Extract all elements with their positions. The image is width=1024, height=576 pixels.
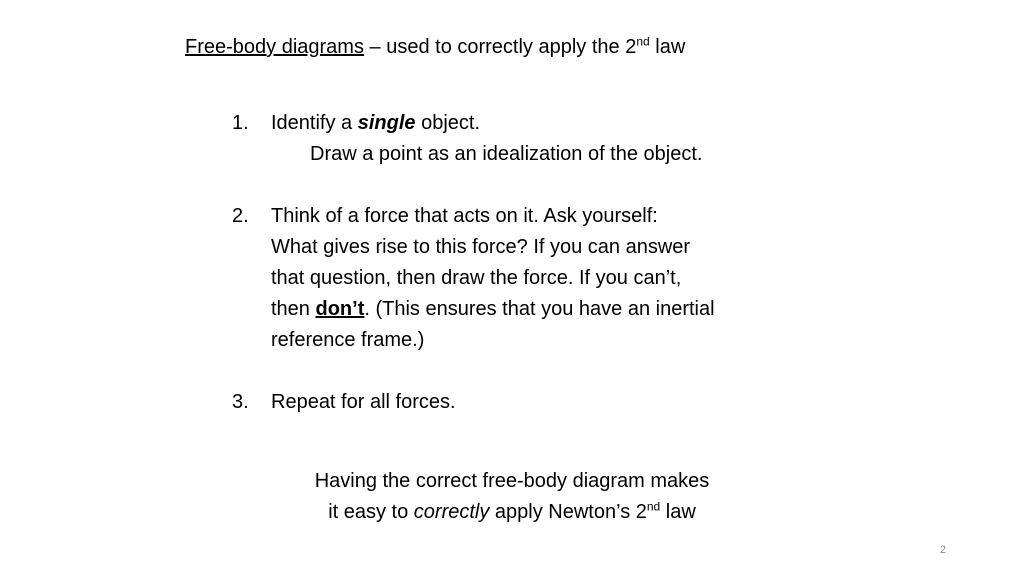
- emphasis-dont: don’t: [315, 298, 365, 320]
- step-2-line-5: reference frame.): [271, 329, 425, 351]
- title-suffix: law: [649, 36, 686, 58]
- emphasis-single: single: [357, 112, 416, 134]
- step-number: 2.: [232, 205, 249, 227]
- step-text: . (This ensures that you have an inertial: [364, 298, 715, 320]
- closing-line-2: [212, 497, 812, 528]
- title-superscript: nd: [636, 34, 650, 49]
- step-2-line-4: [271, 294, 715, 325]
- step-2-line-2: What gives rise to this force? If you can answer: [271, 236, 691, 258]
- closing-line-1: Having the correct free-body diagram makes: [314, 470, 710, 492]
- closing-text: apply Newton’s 2: [489, 501, 647, 523]
- step-1: [232, 108, 715, 170]
- step-text: object.: [415, 112, 480, 134]
- step-2: [232, 201, 715, 356]
- step-text: Identify a: [271, 112, 358, 134]
- step-number: 1.: [232, 112, 249, 134]
- slide-title: [185, 36, 685, 59]
- title-rest: – used to correctly apply the 2: [363, 36, 637, 58]
- title-underlined-term: Free-body diagrams: [185, 36, 364, 58]
- step-1-line-2: Draw a point as an idealization of the object.: [310, 143, 703, 165]
- closing-superscript: nd: [646, 499, 661, 514]
- steps-list: [232, 108, 715, 418]
- step-number: 3.: [232, 391, 249, 413]
- closing-statement: [212, 466, 812, 528]
- closing-text: law: [660, 501, 696, 523]
- step-1-line-1: [271, 108, 715, 139]
- step-2-line-3: that question, then draw the force. If you can’t,: [271, 267, 682, 289]
- step-3: [232, 387, 715, 418]
- page-number: 2: [939, 544, 946, 556]
- step-3-line-1: Repeat for all forces.: [271, 391, 456, 413]
- closing-text: it easy to: [328, 501, 414, 523]
- step-2-line-1: Think of a force that acts on it. Ask yourself:: [271, 205, 658, 227]
- emphasis-correctly: correctly: [413, 501, 490, 523]
- step-text: then: [271, 298, 316, 320]
